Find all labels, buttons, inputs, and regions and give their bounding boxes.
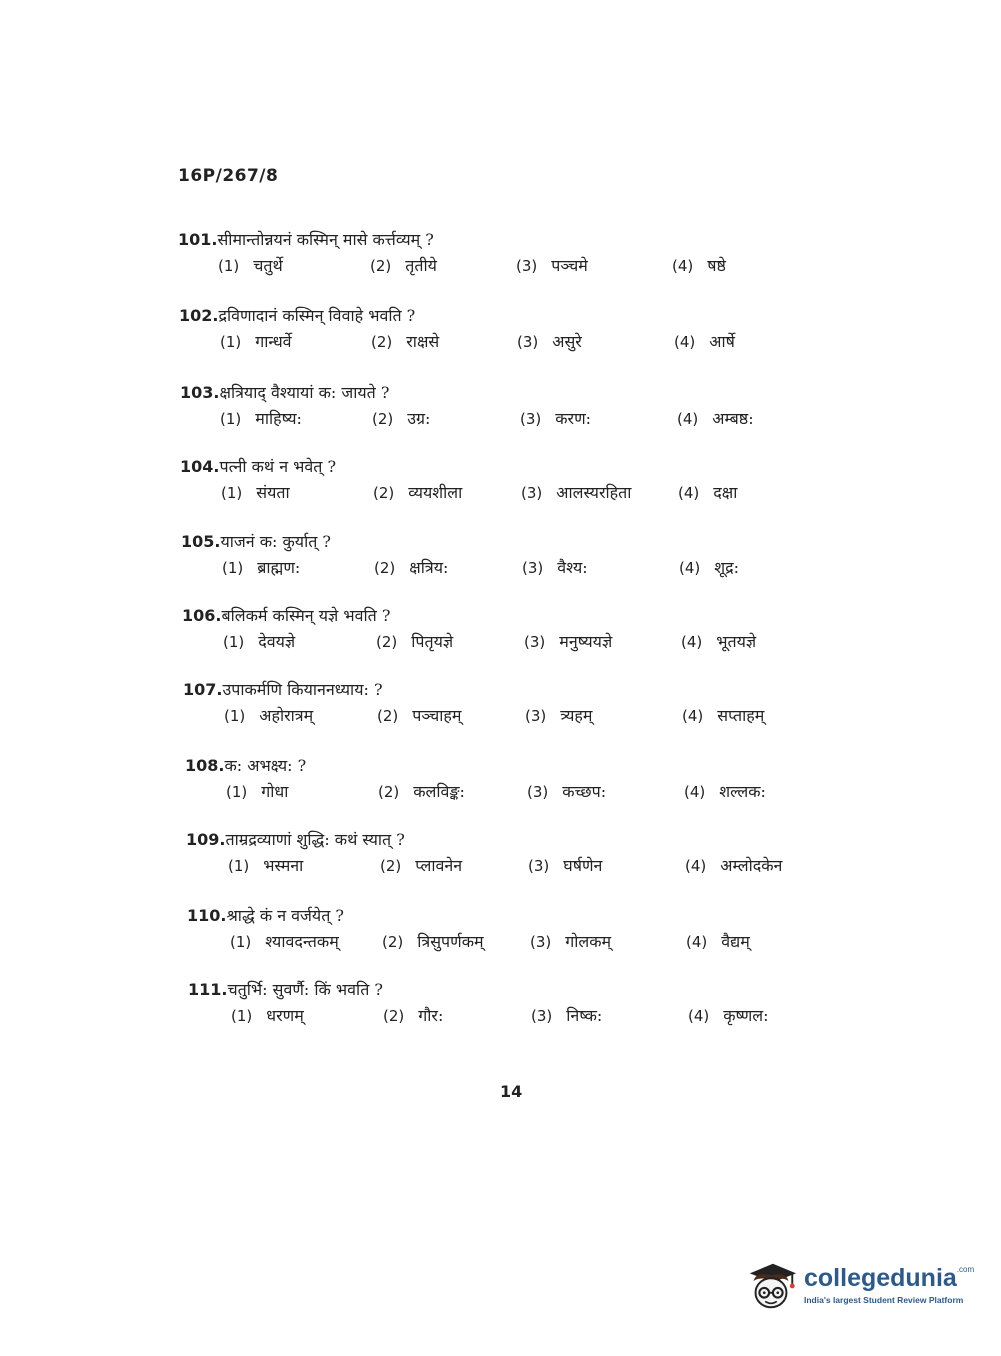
question-text: श्राद्धे कं न वर्जयेत् ? — [226, 906, 344, 925]
option-4: (4) अम्लोदकेन — [685, 856, 783, 875]
option-4: (4) भूतयज्ञे — [681, 632, 757, 651]
question-number: 108. — [185, 756, 225, 775]
question-number: 101. — [178, 230, 218, 249]
brand-tagline: India's largest Student Review Platform — [804, 1294, 964, 1305]
question-111 — [188, 978, 848, 1034]
option-4: (4) कृष्णल: — [688, 1006, 769, 1025]
option-1: (1) देवयज्ञे — [223, 632, 296, 651]
option-3: (3) पञ्चमे — [516, 256, 588, 275]
question-number: 110. — [187, 906, 227, 925]
option-2: (2) पितृयज्ञे — [376, 632, 454, 651]
question-number: 102. — [179, 306, 219, 325]
question-107 — [183, 678, 843, 734]
option-3: (3) घर्षणेन — [528, 856, 603, 875]
options — [188, 1004, 848, 1034]
option-2: (2) तृतीये — [370, 256, 437, 275]
option-1: (1) माहिष्य: — [220, 409, 302, 428]
question-108 — [185, 754, 845, 810]
question-text: द्रविणादानं कस्मिन् विवाहे भवति ? — [218, 306, 416, 325]
paper-code: 16P/267/8 — [178, 166, 279, 186]
option-4: (4) षष्ठे — [672, 256, 726, 275]
option-4: (4) वैद्यम् — [686, 932, 750, 951]
collegedunia-watermark — [742, 1250, 975, 1320]
option-3: (3) त्र्यहम् — [525, 706, 593, 725]
option-3: (3) कच्छप: — [527, 782, 607, 801]
question-102 — [179, 304, 839, 360]
question-text: बलिकर्म कस्मिन् यज्ञे भवति ? — [221, 606, 391, 625]
option-3: (3) आलस्यरहिता — [521, 483, 632, 502]
question-number: 107. — [183, 680, 223, 699]
option-4: (4) आर्षे — [674, 332, 735, 351]
option-4: (4) अम्बष्ठ: — [677, 409, 754, 428]
option-3: (3) निष्क: — [531, 1006, 603, 1025]
logo-text — [804, 1263, 975, 1305]
question-101 — [178, 228, 838, 284]
option-4: (4) शूद्र: — [679, 558, 740, 577]
option-4: (4) शल्लक: — [684, 782, 766, 801]
option-2: (2) राक्षसे — [371, 332, 440, 351]
option-2: (2) उग्र: — [372, 409, 431, 428]
option-1: (1) श्यावदन्तकम् — [230, 932, 339, 951]
brand-name: collegedunia$^{.com}$ — [804, 1263, 975, 1292]
option-1: (1) गान्धर्वे — [220, 332, 292, 351]
mascot-icon — [742, 1256, 800, 1314]
options — [187, 930, 847, 960]
question-text: उपाकर्मणि कियाननध्याय: ? — [222, 680, 383, 699]
question-text: याजनं क: कुर्यात् ? — [220, 532, 332, 551]
option-1: (1) धरणम् — [231, 1006, 304, 1025]
question-text: ताम्रद्रव्याणां शुद्धि: कथं स्यात् ? — [225, 830, 405, 849]
question-text: क: अभक्ष्य: ? — [224, 756, 307, 775]
options — [178, 254, 838, 284]
question-number: 105. — [181, 532, 221, 551]
options — [179, 330, 839, 360]
option-4: (4) सप्ताहम् — [682, 706, 765, 725]
option-1: (1) गोधा — [226, 782, 289, 801]
question-109 — [186, 828, 846, 884]
question-103 — [180, 381, 840, 437]
question-number: 111. — [188, 980, 228, 999]
option-1: (1) संयता — [221, 483, 290, 502]
question-text: चतुर्भि: सुवर्णै: किं भवति ? — [227, 980, 383, 999]
option-3: (3) मनुष्ययज्ञे — [524, 632, 613, 651]
option-1: (1) अहोरात्रम् — [224, 706, 314, 725]
option-2: (2) गौर: — [383, 1006, 444, 1025]
question-number: 103. — [180, 383, 220, 402]
options — [181, 556, 841, 586]
option-1: (1) भस्मना — [228, 856, 304, 875]
question-110 — [187, 904, 847, 960]
options — [185, 780, 845, 810]
options — [180, 481, 840, 511]
option-3: (3) वैश्य: — [522, 558, 588, 577]
option-2: (2) व्ययशीला — [373, 483, 463, 502]
option-2: (2) पञ्चाहम् — [377, 706, 462, 725]
option-1: (1) ब्राह्मण: — [222, 558, 301, 577]
option-3: (3) असुरे — [517, 332, 582, 351]
option-3: (3) करण: — [520, 409, 592, 428]
options — [183, 704, 843, 734]
question-number: 109. — [186, 830, 226, 849]
page-number: 14 — [500, 1082, 523, 1101]
question-number: 104. — [180, 457, 220, 476]
option-1: (1) चतुर्थे — [218, 256, 283, 275]
question-106 — [182, 604, 842, 660]
question-text: सीमान्तोन्नयनं कस्मिन् मासे कर्त्तव्यम् ? — [217, 230, 434, 249]
options — [182, 630, 842, 660]
question-105 — [181, 530, 841, 586]
question-104 — [180, 455, 840, 511]
question-number: 106. — [182, 606, 222, 625]
option-2: (2) त्रिसुपर्णकम् — [382, 932, 484, 951]
option-2: (2) प्लावनेन — [380, 856, 463, 875]
question-text: पत्नी कथं न भवेत् ? — [219, 457, 337, 476]
option-4: (4) दक्षा — [678, 483, 738, 502]
question-text: क्षत्रियाद् वैश्यायां क: जायते ? — [219, 383, 390, 402]
options — [180, 407, 840, 437]
option-2: (2) क्षत्रिय: — [374, 558, 449, 577]
option-2: (2) कलविङ्क: — [378, 782, 465, 801]
option-3: (3) गोलकम् — [530, 932, 612, 951]
options — [186, 854, 846, 884]
